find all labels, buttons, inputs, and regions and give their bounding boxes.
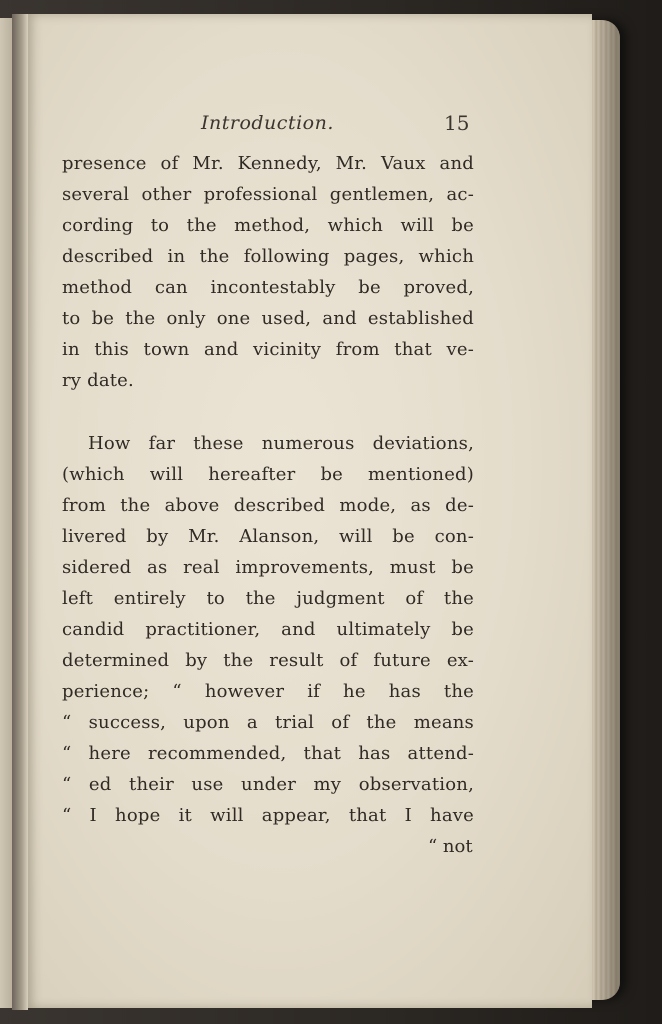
text-line: determined by the result of future ex- [62,650,474,671]
text-line: (which will hereafter be mentioned) [62,464,474,485]
text-line: How far these numerous deviations, [88,433,474,454]
text-line: left entirely to the judgment of the [62,588,474,609]
catchword: “ not [428,836,473,857]
text-line: method can incontestably be proved, [62,277,474,298]
text-line: described in the following pages, which [62,246,474,267]
text-line: “ success, upon a trial of the means [62,712,474,733]
text-line: “ here recommended, that has attend- [62,743,474,764]
book-gutter [12,14,28,1010]
book-page [26,14,592,1008]
text-line: candid practitioner, and ultimately be [62,619,474,640]
text-line: presence of Mr. Kennedy, Mr. Vaux and [62,153,474,174]
text-line: in this town and vicinity from that ve- [62,339,474,360]
text-line: livered by Mr. Alanson, will be con- [62,526,474,547]
text-line: cording to the method, which will be [62,215,474,236]
text-line: ry date. [62,370,134,391]
text-line: “ I hope it will appear, that I have [62,805,474,826]
text-line: “ ed their use under my observation, [62,774,474,795]
text-line: several other professional gentlemen, ac- [62,184,474,205]
text-line: sidered as real improvements, must be [62,557,474,578]
text-line: to be the only one used, and established [62,308,474,329]
text-line: perience; “ however if he has the [62,681,474,702]
page-number: 15 [444,111,470,135]
text-line: from the above described mode, as de- [62,495,474,516]
running-head: Introduction. [201,112,334,134]
